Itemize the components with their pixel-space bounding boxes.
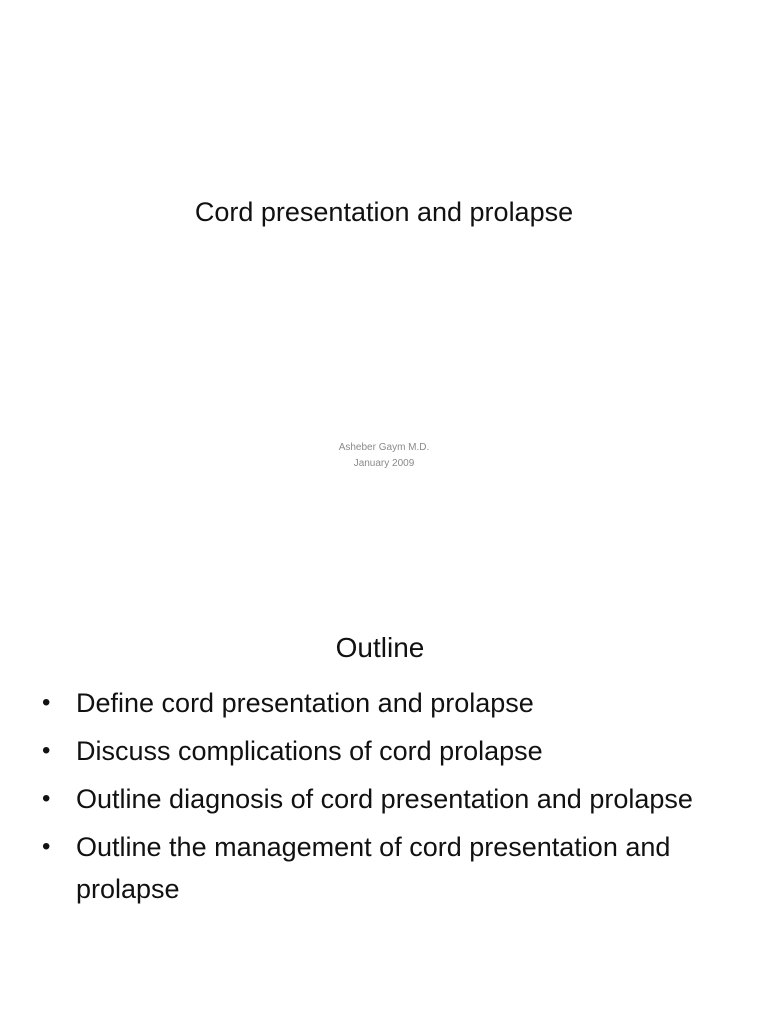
bullet-text: Outline the management of cord presentation and prolapse: [76, 832, 671, 904]
bullet-icon: •: [42, 737, 51, 764]
slide-subtitle: [0, 440, 768, 472]
slide-title: Outline: [335, 632, 425, 663]
bullet-item: [40, 682, 740, 724]
bullet-text: Outline diagnosis of cord presentation and prolapse: [76, 784, 693, 814]
bullet-item: [40, 778, 740, 820]
bullet-text: Discuss complications of cord prolapse: [76, 736, 543, 766]
author-name: Asheber Gaym M.D.: [338, 442, 430, 453]
outline-slide: [0, 576, 768, 1024]
bullet-icon: •: [42, 689, 51, 716]
slide-title: Cord presentation and prolapse: [194, 197, 574, 227]
presentation-date: January 2009: [353, 458, 415, 469]
bullet-icon: •: [42, 785, 51, 812]
bullet-item: [40, 730, 740, 772]
bullet-icon: •: [42, 833, 51, 860]
bullet-item: [40, 826, 740, 910]
bullet-list: [40, 682, 740, 916]
bullet-text: Define cord presentation and prolapse: [76, 688, 534, 718]
